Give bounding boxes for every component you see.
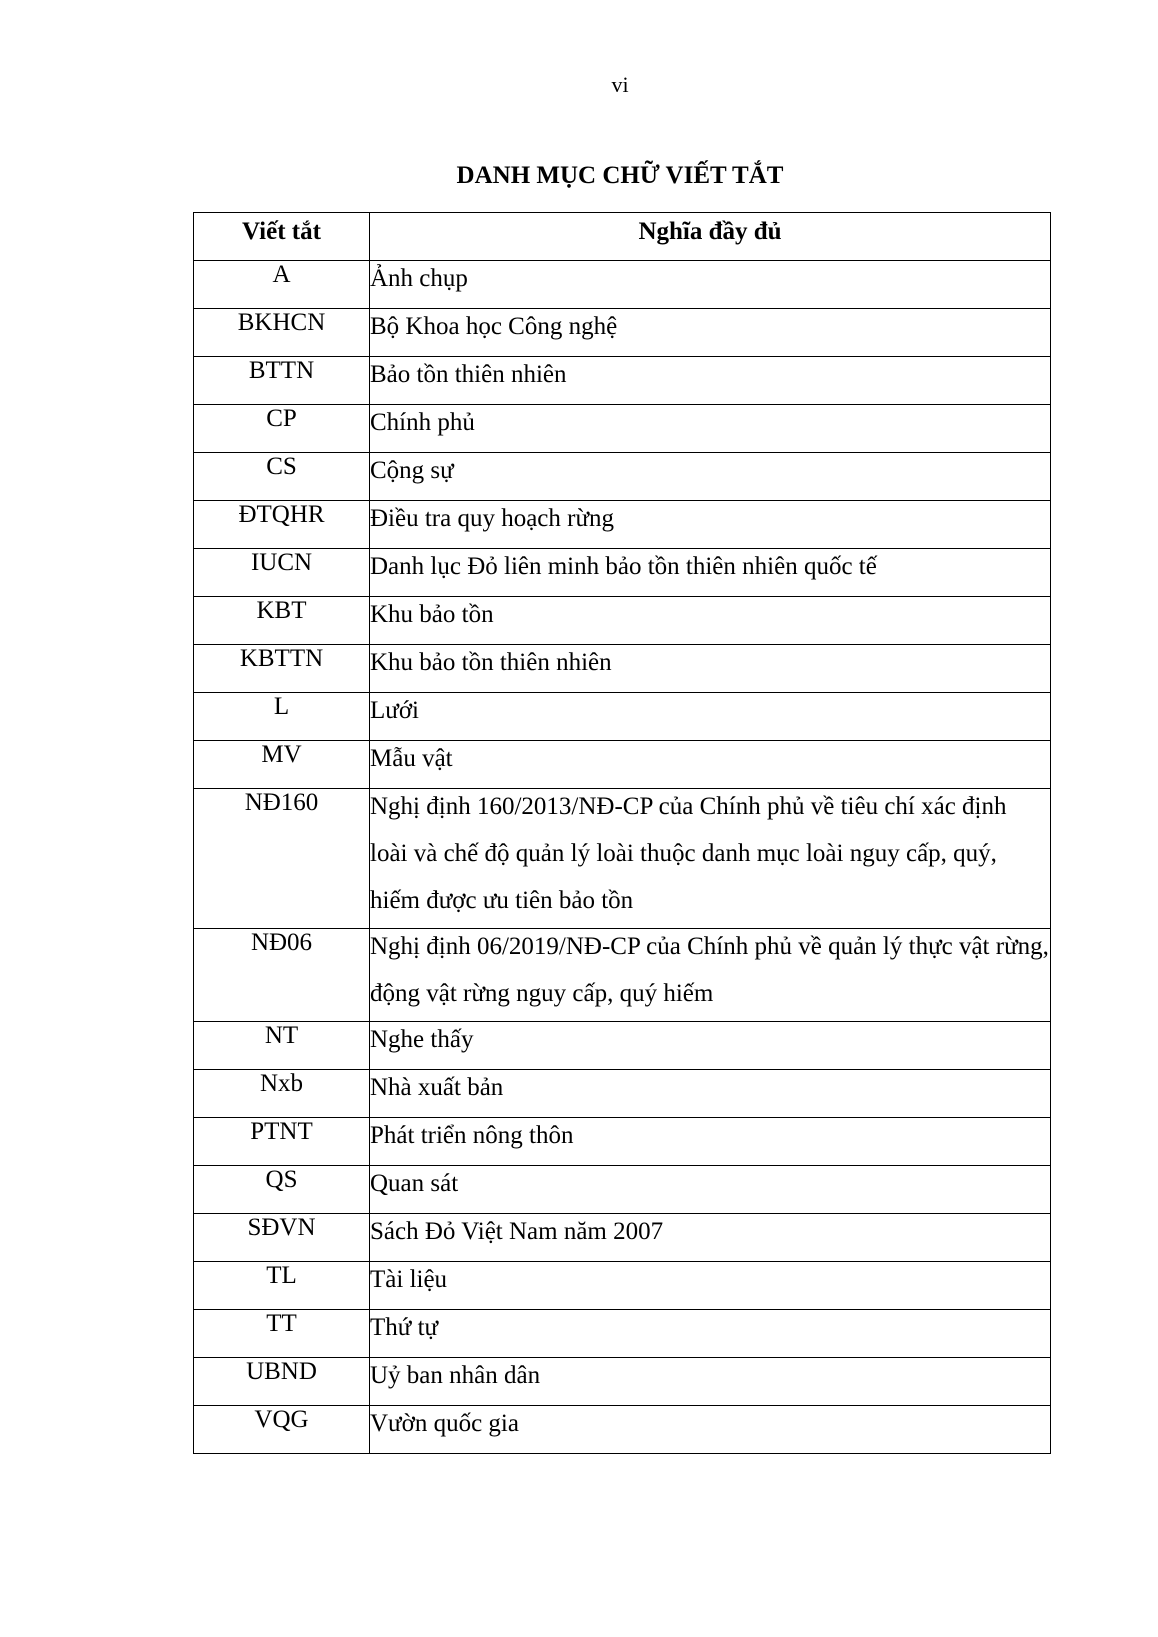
meaning-cell xyxy=(370,597,1051,645)
table-row xyxy=(194,309,1051,357)
table-row xyxy=(194,597,1051,645)
table-row xyxy=(194,929,1051,1022)
meaning-text: Nghị định 160/2013/NĐ-CP của Chính phủ về tiêu chí xác định loài và chế độ quản lý loài thuộc danh mục loài nguy cấp, quý, hiếm được ưu tiên bảo tồn xyxy=(370,793,1007,914)
meaning-text: Nhà xuất bản xyxy=(370,1074,504,1101)
table-row xyxy=(194,405,1051,453)
table-row xyxy=(194,1070,1051,1118)
abbreviation-cell: NT xyxy=(194,1022,370,1070)
abbreviation-cell: PTNT xyxy=(194,1118,370,1166)
meaning-cell xyxy=(370,309,1051,357)
abbreviation-cell: TT xyxy=(194,1310,370,1358)
meaning-text: Ảnh chụp xyxy=(370,265,468,292)
meaning-text: Uỷ ban nhân dân xyxy=(370,1362,541,1389)
meaning-text: Danh lục Đỏ liên minh bảo tồn thiên nhiên quốc tế xyxy=(370,553,877,580)
table-row xyxy=(194,1214,1051,1262)
meaning-text: Nghị định 06/2019/NĐ-CP của Chính phủ về quản lý thực vật rừng, động vật rừng nguy cấp, quý hiếm xyxy=(370,933,1049,1007)
meaning-cell xyxy=(370,261,1051,309)
meaning-cell xyxy=(370,1358,1051,1406)
table-header-row xyxy=(194,213,1051,261)
meaning-cell xyxy=(370,1214,1051,1262)
table-row xyxy=(194,1406,1051,1454)
table-row xyxy=(194,741,1051,789)
meaning-text: Bảo tồn thiên nhiên xyxy=(370,361,567,388)
meaning-cell xyxy=(370,1022,1051,1070)
meaning-text: Vườn quốc gia xyxy=(370,1410,519,1437)
meaning-text: Sách Đỏ Việt Nam năm 2007 xyxy=(370,1218,664,1245)
table-row xyxy=(194,693,1051,741)
abbreviation-cell: KBT xyxy=(194,597,370,645)
meaning-text: Quan sát xyxy=(370,1170,459,1197)
abbreviation-table xyxy=(193,212,1051,1454)
table-row xyxy=(194,1166,1051,1214)
abbreviation-cell: BKHCN xyxy=(194,309,370,357)
meaning-cell xyxy=(370,789,1051,929)
abbreviation-cell: CS xyxy=(194,453,370,501)
meaning-text: Lưới xyxy=(370,697,419,724)
column-header-meaning: Nghĩa đầy đủ xyxy=(370,213,1051,261)
table-row xyxy=(194,357,1051,405)
meaning-cell xyxy=(370,1262,1051,1310)
meaning-text: Tài liệu xyxy=(370,1266,448,1293)
meaning-text: Phát triển nông thôn xyxy=(370,1122,574,1149)
meaning-cell xyxy=(370,1070,1051,1118)
abbreviation-cell: IUCN xyxy=(194,549,370,597)
meaning-cell xyxy=(370,357,1051,405)
meaning-cell xyxy=(370,645,1051,693)
meaning-text: Bộ Khoa học Công nghệ xyxy=(370,313,618,340)
abbreviation-cell: Nxb xyxy=(194,1070,370,1118)
abbreviation-cell: ĐTQHR xyxy=(194,501,370,549)
abbreviation-cell: NĐ160 xyxy=(194,789,370,929)
table-row xyxy=(194,789,1051,929)
table-row xyxy=(194,549,1051,597)
meaning-cell xyxy=(370,693,1051,741)
meaning-cell xyxy=(370,929,1051,1022)
abbreviation-cell: NĐ06 xyxy=(194,929,370,1022)
meaning-cell xyxy=(370,1166,1051,1214)
meaning-text: Chính phủ xyxy=(370,409,475,436)
table-row xyxy=(194,1358,1051,1406)
table-row xyxy=(194,1022,1051,1070)
meaning-cell xyxy=(370,549,1051,597)
abbreviation-cell: VQG xyxy=(194,1406,370,1454)
abbreviation-cell: TL xyxy=(194,1262,370,1310)
page-title: DANH MỤC CHỮ VIẾT TẮT xyxy=(456,162,784,189)
table-row xyxy=(194,645,1051,693)
meaning-cell xyxy=(370,405,1051,453)
abbreviation-cell: KBTTN xyxy=(194,645,370,693)
abbreviation-cell: A xyxy=(194,261,370,309)
abbreviation-cell: MV xyxy=(194,741,370,789)
meaning-cell xyxy=(370,1310,1051,1358)
meaning-text: Điều tra quy hoạch rừng xyxy=(370,505,615,532)
table-row xyxy=(194,453,1051,501)
meaning-text: Khu bảo tồn thiên nhiên xyxy=(370,649,612,676)
table-row xyxy=(194,501,1051,549)
table-row xyxy=(194,1310,1051,1358)
abbreviation-cell: CP xyxy=(194,405,370,453)
meaning-cell xyxy=(370,1406,1051,1454)
meaning-text: Cộng sự xyxy=(370,457,454,484)
abbreviation-cell: UBND xyxy=(194,1358,370,1406)
abbreviation-cell: SĐVN xyxy=(194,1214,370,1262)
abbreviation-cell: QS xyxy=(194,1166,370,1214)
meaning-cell xyxy=(370,1118,1051,1166)
page-number: vi xyxy=(611,72,629,97)
meaning-cell xyxy=(370,741,1051,789)
meaning-text: Nghe thấy xyxy=(370,1026,474,1053)
meaning-text: Mẫu vật xyxy=(370,745,453,772)
meaning-cell xyxy=(370,501,1051,549)
meaning-text: Khu bảo tồn xyxy=(370,601,494,628)
table-row xyxy=(194,261,1051,309)
meaning-text: Thứ tự xyxy=(370,1314,439,1341)
meaning-cell xyxy=(370,453,1051,501)
abbreviation-cell: L xyxy=(194,693,370,741)
table-row xyxy=(194,1262,1051,1310)
column-header-abbreviation: Viết tắt xyxy=(194,213,370,261)
table-row xyxy=(194,1118,1051,1166)
abbreviation-cell: BTTN xyxy=(194,357,370,405)
